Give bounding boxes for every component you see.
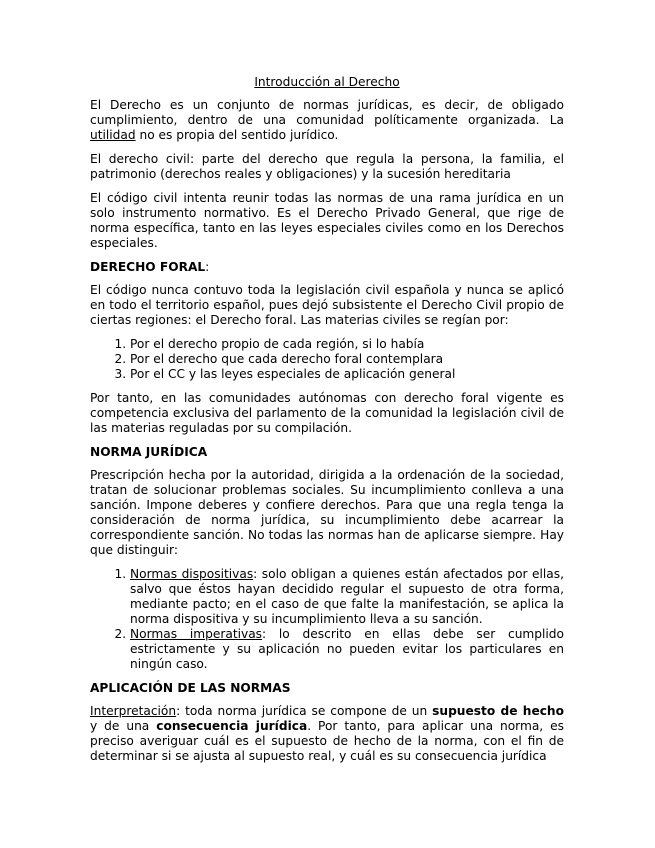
- foral-list: [90, 337, 564, 382]
- intro-paragraph-3: El código civil intenta reunir todas las normas de una rama jurídica en un solo instrumento normativo. Es el Derecho Privado General, que rige de norma específica, tanto en las leyes especiales civiles como en los Derechos especiales.: [90, 191, 564, 250]
- list-item: 2. Normas imperativas: lo descrito en ellas debe ser cumplido estrictamente y su aplicación no pueden evitar los particulares en ningún caso.: [130, 627, 564, 672]
- norma-paragraph-1: Prescripción hecha por la autoridad, dirigida a la ordenación de la sociedad, tratan de solucionar problemas sociales. Su incumplimiento conlleva a una sanción. Impone deberes y confiere derechos. Para que una regla tenga la consideración de norma jurídica, su incumplimiento debe acarrear la correspondiente sanción. No todas las normas han de aplicarse siempre. Hay que distinguir:: [90, 468, 564, 557]
- foral-paragraph-1: El código nunca contuvo toda la legislación civil española y nunca se aplicó en todo el territorio español, pues dejó subsistente el Derecho Civil propio de ciertas regiones: el Derecho foral. Las materias civiles se regían por:: [90, 283, 564, 327]
- utilidad-underlined: utilidad: [90, 128, 136, 142]
- intro-paragraph-1: El Derecho es un conjunto de normas jurídicas, es decir, de obligado cumplimiento, dentro de una comunidad políticamente organizada. La utilidad no es propia del sentido jurídico.: [90, 98, 564, 142]
- list-item: 1. Por el derecho propio de cada región, si lo había: [130, 337, 564, 352]
- document-title: Introducción al Derecho: [254, 75, 400, 89]
- norma-list: [90, 567, 564, 672]
- bold-consecuencia-juridica: consecuencia jurídica: [156, 719, 308, 733]
- foral-paragraph-2: Por tanto, en las comunidades autónomas con derecho foral vigente es competencia exclusiva del parlamento de la comunidad la legislación civil de las materias reguladas por su compilación.: [90, 391, 564, 435]
- bold-supuesto-de-hecho: supuesto de hecho: [432, 704, 564, 718]
- aplicacion-paragraph: Interpretación: toda norma jurídica se compone de un supuesto de hecho y de una consecuencia jurídica. Por tanto, para aplicar una norma, es preciso averiguar cuál es el supuesto de hecho de la norma, con el fin de determinar si se ajusta al supuesto real, y cuál es su consecuencia jurídica: [90, 704, 564, 763]
- term-normas-dispositivas: Normas dispositivas: [130, 567, 254, 581]
- section-heading-derecho-foral: DERECHO FORAL:: [90, 260, 210, 274]
- section-heading-aplicacion: APLICACIÓN DE LAS NORMAS: [90, 681, 291, 695]
- list-item: 2. Por el derecho que cada derecho foral contemplara: [130, 352, 564, 367]
- section-heading-norma-juridica: NORMA JURÍDICA: [90, 445, 208, 459]
- list-item: 1. Normas dispositivas: solo obligan a quienes están afectados por ellas, salvo que éstos hayan decidido regular el supuesto de otra forma, mediante pacto; en el caso de que falte la manifestación, se aplica la norma dispositiva y su incumplimiento lleva a su sanción.: [130, 567, 564, 627]
- document-page: [90, 75, 564, 773]
- list-item: 3. Por el CC y las leyes especiales de aplicación general: [130, 367, 564, 382]
- intro-paragraph-2: El derecho civil: parte del derecho que regula la persona, la familia, el patrimonio (derechos reales y obligaciones) y la sucesión hereditaria: [90, 152, 564, 181]
- term-interpretacion: Interpretación: [90, 704, 177, 718]
- term-normas-imperativas: Normas imperativas: [130, 627, 263, 641]
